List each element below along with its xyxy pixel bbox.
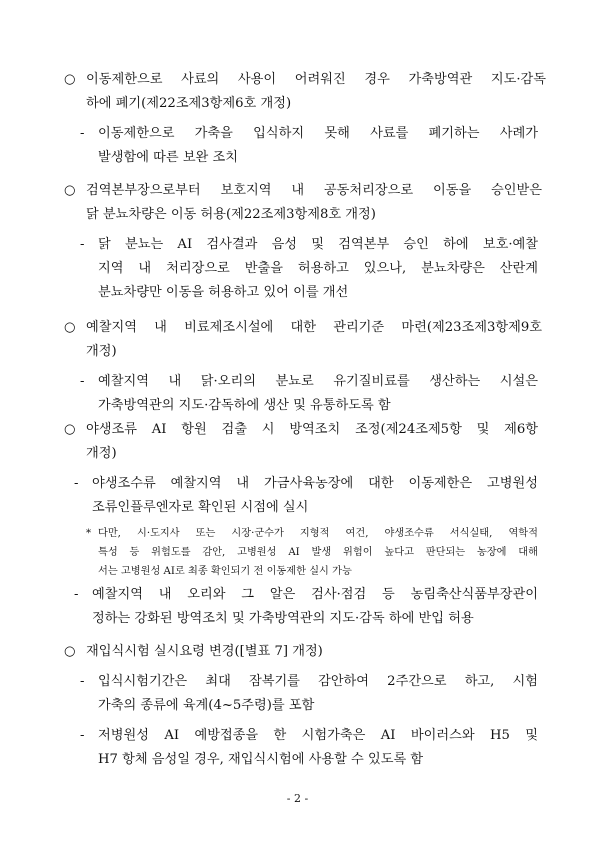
paragraph-line: 개정) xyxy=(86,344,117,359)
paragraph-line: 조류인플루엔자로 확인된 시점에 실시 xyxy=(92,500,309,515)
circle-bullet-icon: ○ xyxy=(64,183,76,198)
paragraph-line: 가축의 종류에 육계(4~5주령)를 포함 xyxy=(98,698,315,713)
paragraph-line: 예찰지역 내 닭·오리의 분뇨로 유기질비료를 생산하는 시설은 xyxy=(98,374,538,389)
dash-bullet-icon: - xyxy=(80,674,85,689)
circle-bullet-icon: ○ xyxy=(64,72,76,87)
paragraph-line: 개정) xyxy=(86,446,117,461)
note-line: 특성 등 위험도를 감안, 고병원성 AI 발생 위험이 높다고 판단되는 농장에 대해 xyxy=(98,547,538,558)
paragraph-line: 발생함에 따른 보완 조치 xyxy=(98,150,238,165)
page-number: - 2 - xyxy=(286,792,309,805)
dash-bullet-icon: - xyxy=(80,126,85,141)
dash-bullet-icon: - xyxy=(80,728,85,743)
paragraph-line: 지역 내 처리장으로 반출을 허용하고 있으나, 분뇨차량은 산란계 xyxy=(98,261,538,276)
paragraph-line: 가축방역관의 지도·감독하에 생산 및 유통하도록 함 xyxy=(98,398,391,413)
note-line: 다만, 시·도지사 또는 시장·군수가 지형적 여건, 야생조수류 서식실태, 역학적 xyxy=(98,528,538,539)
paragraph-line: 예찰지역 내 비료제조시설에 대한 관리기준 마련(제23조제3항제9호 xyxy=(86,320,542,335)
paragraph-line: 하에 폐기(제22조제3항제6호 개정) xyxy=(86,96,292,111)
paragraph-line: 예찰지역 내 오리와 그 알은 검사·점검 등 농림축산식품부장관이 xyxy=(92,587,538,602)
paragraph-line: 정하는 강화된 방역조치 및 가축방역관의 지도·감독 하에 반입 허용 xyxy=(92,611,474,626)
circle-bullet-icon: ○ xyxy=(64,644,76,659)
circle-bullet-icon: ○ xyxy=(64,320,76,335)
paragraph-line: 이동제한으로 가축을 입식하지 못해 사료를 폐기하는 사례가 xyxy=(98,126,538,141)
paragraph-line: 재입식시험 실시요령 변경([별표 7] 개정) xyxy=(86,644,323,659)
paragraph-line: 분뇨차량만 이동을 허용하고 있어 이를 개선 xyxy=(98,285,349,300)
paragraph-line: 검역본부장으로부터 보호지역 내 공동처리장으로 이동을 승인받은 xyxy=(86,183,542,198)
paragraph-line: 닭 분뇨차량은 이동 허용(제22조제3항제8호 개정) xyxy=(86,207,376,222)
paragraph-line: 이동제한으로 사료의 사용이 어려워진 경우 가축방역관 지도·감독 xyxy=(86,72,546,87)
dash-bullet-icon: - xyxy=(80,374,85,389)
paragraph-line: 야생조수류 예찰지역 내 가금사육농장에 대한 이동제한은 고병원성 xyxy=(92,476,538,491)
note-line: 서는 고병원성 AI로 최종 확인되기 전 이동제한 실시 가능 xyxy=(98,566,352,577)
paragraph-line: 저병원성 AI 예방접종을 한 시험가축은 AI 바이러스와 H5 및 xyxy=(98,728,538,743)
paragraph-line: H7 항체 음성일 경우, 재입식시험에 사용할 수 있도록 함 xyxy=(98,752,424,767)
note-star-icon: * xyxy=(86,528,92,539)
paragraph-line: 야생조류 AI 항원 검출 시 방역조치 조정(제24조제5항 및 제6항 xyxy=(86,422,538,437)
paragraph-line: 입식시험기간은 최대 잠복기를 감안하여 2주간으로 하고, 시험 xyxy=(98,674,538,689)
dash-bullet-icon: - xyxy=(74,587,79,602)
dash-bullet-icon: - xyxy=(80,237,85,252)
dash-bullet-icon: - xyxy=(74,476,79,491)
circle-bullet-icon: ○ xyxy=(64,422,76,437)
paragraph-line: 닭 분뇨는 AI 검사결과 음성 및 검역본부 승인 하에 보호·예찰 xyxy=(98,237,538,252)
